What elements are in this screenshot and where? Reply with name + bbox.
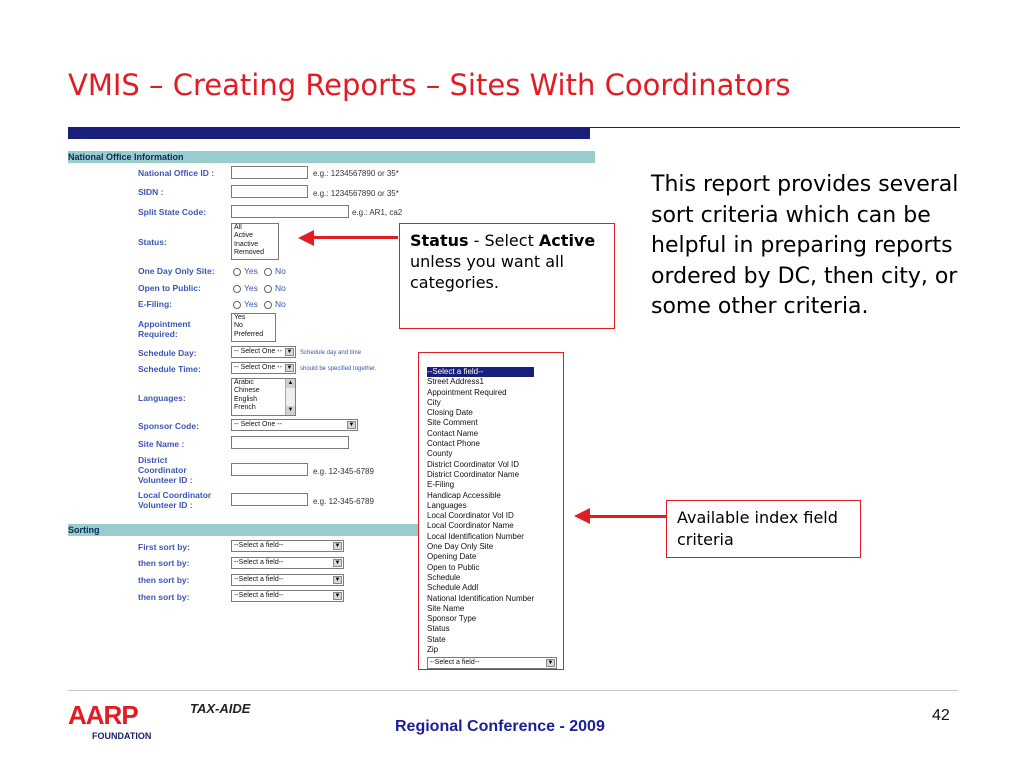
status-option[interactable]: Removed — [234, 248, 264, 256]
sidn-input[interactable] — [231, 185, 308, 198]
field-list-select[interactable]: --Select a field-- ▼ — [427, 657, 557, 669]
chevron-down-icon: ▼ — [334, 577, 341, 583]
then-sort-label: then sort by: — [138, 575, 190, 585]
first-sort-select[interactable]: --Select a field-- ▼ — [231, 540, 344, 552]
schedule-day-select[interactable]: -- Select One -- ▼ — [231, 346, 296, 358]
field-list-item[interactable]: Closing Date — [427, 408, 473, 418]
schedule-hint-2: should be specified together. — [300, 366, 377, 372]
languages-scrollbar[interactable] — [285, 379, 295, 415]
field-arrow-line — [590, 515, 666, 518]
field-list-highlighted[interactable]: --Select a field-- — [427, 367, 534, 377]
field-list-item[interactable]: Site Name — [427, 603, 465, 613]
one-day-no-radio[interactable]: No — [264, 266, 286, 276]
appointment-option[interactable]: Yes — [234, 314, 246, 321]
chevron-down-icon: ▼ — [334, 543, 341, 549]
field-list-item[interactable]: Local Coordinator Vol ID — [427, 511, 514, 521]
languages-listbox[interactable] — [231, 378, 296, 416]
field-list-item[interactable]: Zip — [427, 645, 439, 655]
language-option[interactable]: French — [234, 403, 256, 411]
field-list-item[interactable]: Contact Phone — [427, 439, 480, 449]
field-list-item[interactable]: Opening Date — [427, 552, 477, 562]
local-coordinator-input[interactable] — [231, 493, 308, 506]
chevron-down-icon: ▼ — [286, 365, 293, 371]
local-coordinator-example: e.g. 12-345-6789 — [313, 497, 374, 506]
field-arrow-head — [574, 508, 590, 524]
efiling-yes-radio[interactable]: Yes — [233, 299, 258, 309]
status-listbox[interactable] — [231, 223, 279, 260]
sponsor-code-select[interactable]: -- Select One -- ▼ — [231, 419, 358, 431]
schedule-day-label: Schedule Day: — [138, 348, 197, 358]
field-list-item[interactable]: Status — [427, 624, 450, 634]
status-callout: Status - Select Active unless you want all categories. — [399, 223, 615, 329]
district-coordinator-input[interactable] — [231, 463, 308, 476]
tax-aide-label: TAX-AIDE — [190, 701, 251, 716]
title-bar-line — [590, 127, 960, 128]
schedule-time-label: Schedule Time: — [138, 364, 201, 374]
status-option[interactable]: All — [234, 224, 242, 231]
language-option[interactable]: Chinese — [234, 387, 260, 395]
status-arrow-head — [298, 230, 314, 246]
national-office-id-label: National Office ID : — [138, 168, 215, 178]
languages-label: Languages: — [138, 393, 186, 403]
open-public-yes-radio[interactable]: Yes — [233, 283, 258, 293]
scroll-down-icon[interactable]: ▼ — [287, 407, 294, 413]
status-option[interactable]: Active — [234, 232, 254, 240]
one-day-yes-radio[interactable]: Yes — [233, 266, 258, 276]
language-option[interactable]: English — [234, 395, 257, 403]
field-list-item[interactable]: Contact Name — [427, 428, 479, 438]
open-public-no-radio[interactable]: No — [264, 283, 286, 293]
field-list-item[interactable]: Languages — [427, 500, 467, 510]
field-list-item[interactable]: Handicap Accessible — [427, 490, 501, 500]
then-sort-label: then sort by: — [138, 592, 190, 602]
sidn-example: e.g.: 1234567890 or 35* — [313, 189, 399, 198]
field-list-item[interactable]: Local Coordinator Name — [427, 521, 514, 531]
then-sort-select[interactable]: --Select a field-- ▼ — [231, 557, 344, 569]
field-list-item[interactable]: One Day Only Site — [427, 542, 494, 552]
national-office-id-input[interactable] — [231, 166, 308, 179]
schedule-hint-1: Schedule day and time — [300, 350, 362, 356]
language-option[interactable]: Arabic — [234, 379, 254, 386]
field-list-item[interactable]: County — [427, 449, 453, 459]
field-list-item[interactable]: District Coordinator Vol ID — [427, 459, 520, 469]
district-coordinator-label: District Coordinator Volunteer ID : — [138, 455, 193, 485]
sidn-label: SIDN : — [138, 187, 164, 197]
section-header-sorting: Sorting — [68, 524, 418, 536]
split-state-label: Split State Code: — [138, 207, 207, 217]
field-list-item[interactable]: Schedule Addl — [427, 583, 479, 593]
footer-divider — [68, 690, 958, 691]
field-list-item[interactable]: District Coordinator Name — [427, 469, 520, 479]
field-list-item[interactable]: E-Filing — [427, 480, 455, 490]
side-description: This report provides several sort criteria which can be helpful in preparing reports ordered by DC, then city, or some other criteria. — [651, 172, 959, 319]
section-header-national: National Office Information — [68, 151, 595, 163]
status-arrow-line — [312, 236, 398, 239]
field-list-item[interactable]: Sponsor Type — [427, 614, 477, 624]
chevron-down-icon: ▼ — [547, 660, 554, 666]
field-list-items — [427, 367, 534, 655]
field-list-item[interactable]: National Identification Number — [427, 593, 535, 603]
scroll-up-icon[interactable]: ▲ — [287, 380, 294, 386]
efiling-label: E-Filing: — [138, 299, 172, 309]
appointment-option[interactable]: Preferred — [234, 330, 264, 338]
then-sort-select[interactable]: --Select a field-- ▼ — [231, 574, 344, 586]
conference-label: Regional Conference - 2009 — [395, 718, 605, 735]
appointment-option[interactable]: No — [234, 322, 243, 330]
field-list-item[interactable]: State — [427, 634, 446, 644]
site-name-input[interactable] — [231, 436, 349, 449]
field-list-item[interactable]: City — [427, 397, 441, 407]
status-option[interactable]: Inactive — [234, 240, 259, 248]
field-list-dropdown[interactable] — [418, 352, 564, 670]
field-list-item[interactable]: Site Comment — [427, 418, 478, 428]
index-callout: Available index field criteria — [666, 500, 861, 558]
field-list-item[interactable]: Local Identification Number — [427, 531, 524, 541]
sponsor-code-label: Sponsor Code: — [138, 421, 199, 431]
split-state-example: e.g.: AR1, ca2 — [352, 208, 403, 217]
then-sort-select[interactable]: --Select a field-- ▼ — [231, 590, 344, 602]
local-coordinator-label: Local Coordinator Volunteer ID : — [138, 490, 212, 510]
chevron-down-icon: ▼ — [348, 422, 355, 428]
appointment-label: Appointment Required: — [138, 319, 191, 339]
national-office-id-example: e.g.: 1234567890 or 35* — [313, 169, 399, 178]
field-list-item[interactable]: Street Address1 — [427, 377, 484, 387]
split-state-input[interactable] — [231, 205, 349, 218]
aarp-logo: AARP — [68, 700, 138, 730]
field-list-item[interactable]: Schedule — [427, 572, 461, 582]
district-coordinator-example: e.g. 12-345-6789 — [313, 467, 374, 476]
appointment-listbox[interactable] — [231, 313, 276, 342]
status-label: Status: — [138, 237, 167, 247]
field-list-item[interactable]: Open to Public — [427, 562, 480, 572]
schedule-time-select[interactable]: -- Select One -- ▼ — [231, 362, 296, 374]
title-bar-dark — [68, 127, 590, 139]
open-public-label: Open to Public: — [138, 283, 201, 293]
site-name-label: Site Name : — [138, 439, 185, 449]
aarp-foundation-label: FOUNDATION — [92, 731, 152, 741]
chevron-down-icon: ▼ — [286, 349, 293, 355]
page-number: 42 — [932, 707, 950, 724]
slide-title: VMIS – Creating Reports – Sites With Coordinators — [68, 68, 791, 102]
then-sort-label: then sort by: — [138, 558, 190, 568]
first-sort-label: First sort by: — [138, 542, 190, 552]
one-day-label: One Day Only Site: — [138, 266, 215, 276]
chevron-down-icon: ▼ — [334, 560, 341, 566]
efiling-no-radio[interactable]: No — [264, 299, 286, 309]
field-list-item[interactable]: Appointment Required — [427, 387, 507, 397]
chevron-down-icon: ▼ — [334, 593, 341, 599]
